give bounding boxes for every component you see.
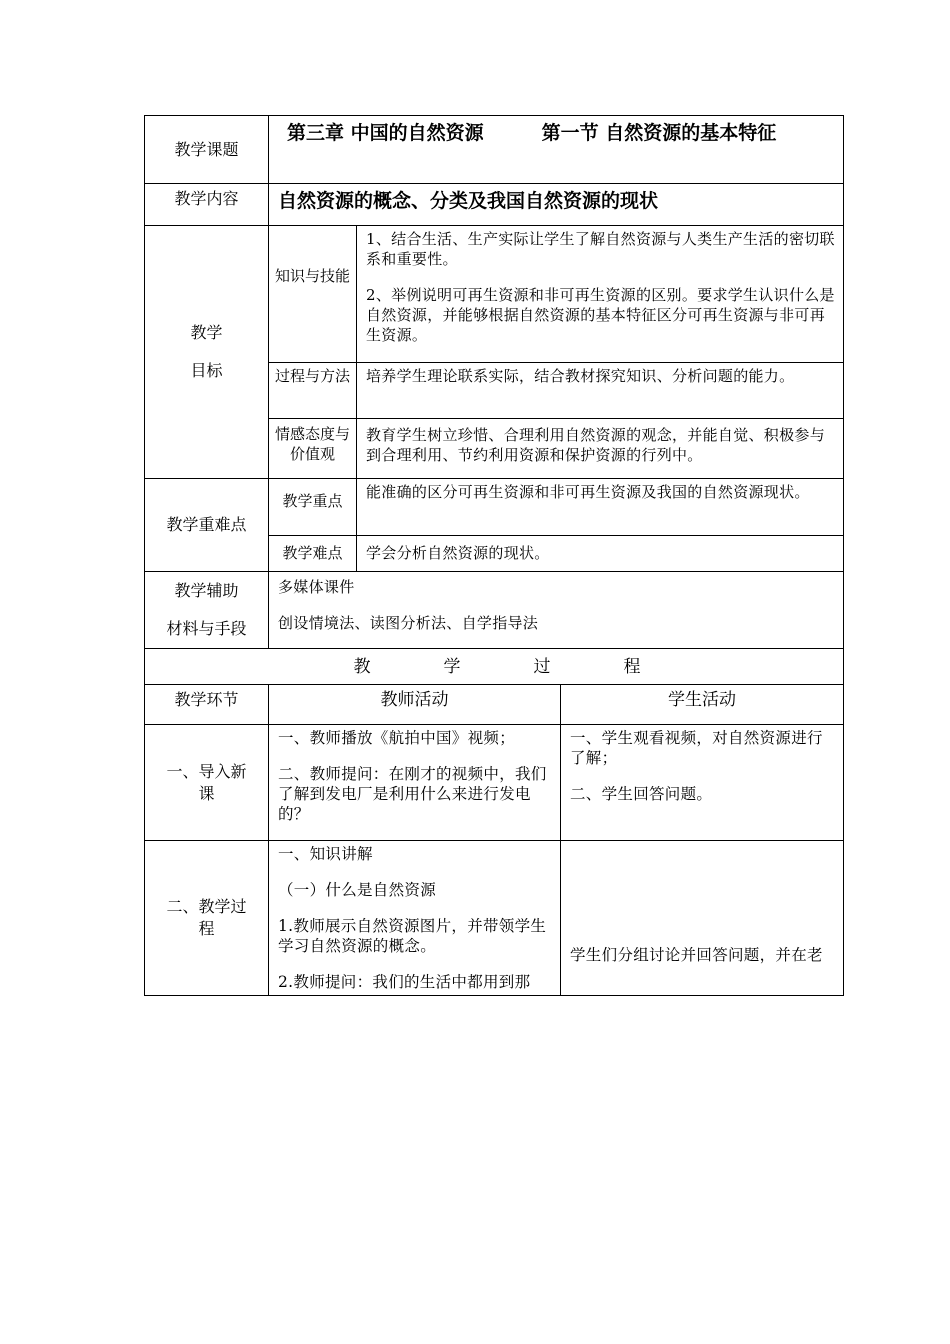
stage2-label: 二、教学过程 <box>145 841 269 996</box>
difficulty-label: 教学难点 <box>269 536 357 572</box>
stage2-student-item-1: 学生们分组讨论并回答问题，并在老 <box>570 946 823 964</box>
topic-value <box>269 116 844 184</box>
knowledge-item-2: 2、举例说明可再生资源和非可再生资源的区别。要求学生认识什么是自然资源，并能够根据自然资源的基本特征区分可再生资源与非可再生资源。 <box>366 286 835 344</box>
emotion-label: 情感态度与价值观 <box>269 419 357 479</box>
stage2-teacher-item-1: 一、知识讲解 <box>278 845 373 863</box>
goals-label-line2: 目标 <box>190 361 223 380</box>
teaching-process-header <box>145 649 844 685</box>
stage2-teacher-item-4: 2.教师提问：我们的生活中都用到那 <box>278 973 531 991</box>
difficulty-value: 学会分析自然资源的现状。 <box>357 536 844 572</box>
stage1-student-item-2: 二、学生回答问题。 <box>570 785 713 803</box>
stage1-student-item-1: 一、学生观看视频，对自然资源进行了解； <box>570 729 823 767</box>
aids-label <box>145 572 269 649</box>
goals-label-line1: 教学 <box>190 323 223 342</box>
stage2-teacher-item-2: （一）什么是自然资源 <box>278 881 437 899</box>
process-header-char-3: 过 <box>533 656 551 677</box>
aids-label-line2: 材料与手段 <box>166 619 247 638</box>
stage2-teacher <box>269 841 561 996</box>
lesson-plan-table <box>144 115 844 996</box>
stage1-student <box>561 725 844 841</box>
topic-label: 教学课题 <box>145 116 269 184</box>
topic-chapter: 第三章 中国的自然资源 <box>287 122 484 144</box>
aids-value <box>269 572 844 649</box>
col-teacher-header: 教师活动 <box>269 685 561 725</box>
content-value: 自然资源的概念、分类及我国自然资源的现状 <box>269 184 844 226</box>
stage2-teacher-item-3: 1.教师展示自然资源图片，并带领学生学习自然资源的概念。 <box>278 917 547 955</box>
focus-label: 教学重点 <box>269 479 357 536</box>
stage1-teacher-item-1: 一、教师播放《航拍中国》视频； <box>278 729 516 747</box>
focus-value: 能准确的区分可再生资源和非可再生资源及我国的自然资源现状。 <box>357 479 844 536</box>
keypoints-label: 教学重难点 <box>145 479 269 572</box>
process-header-char-1: 教 <box>353 656 371 677</box>
col-stage-header: 教学环节 <box>145 685 269 725</box>
goals-label <box>145 226 269 479</box>
content-label: 教学内容 <box>145 184 269 226</box>
aids-label-line1: 教学辅助 <box>174 581 239 600</box>
stage2-student <box>561 841 844 996</box>
process-header-char-2: 学 <box>443 656 461 677</box>
stage1-teacher-item-2: 二、教师提问：在刚才的视频中，我们了解到发电厂是利用什么来进行发电的？ <box>278 765 547 823</box>
col-student-header: 学生活动 <box>561 685 844 725</box>
knowledge-item-1: 1、结合生活、生产实际让学生了解自然资源与人类生产生活的密切联系和重要性。 <box>366 230 835 268</box>
aids-item-2: 创设情境法、读图分析法、自学指导法 <box>278 614 539 632</box>
knowledge-label: 知识与技能 <box>269 226 357 363</box>
process-method-label: 过程与方法 <box>269 363 357 419</box>
topic-section: 第一节 自然资源的基本特征 <box>541 122 777 144</box>
emotion-value: 教育学生树立珍惜、合理利用自然资源的观念，并能自觉、积极参与到合理利用、节约利用资源和保护资源的行列中。 <box>357 419 844 479</box>
stage1-label: 一、导入新课 <box>145 725 269 841</box>
stage1-teacher <box>269 725 561 841</box>
aids-item-1: 多媒体课件 <box>278 578 355 596</box>
knowledge-value <box>357 226 844 363</box>
process-header-char-4: 程 <box>623 656 641 677</box>
process-method-value: 培养学生理论联系实际，结合教材探究知识、分析问题的能力。 <box>357 363 844 419</box>
